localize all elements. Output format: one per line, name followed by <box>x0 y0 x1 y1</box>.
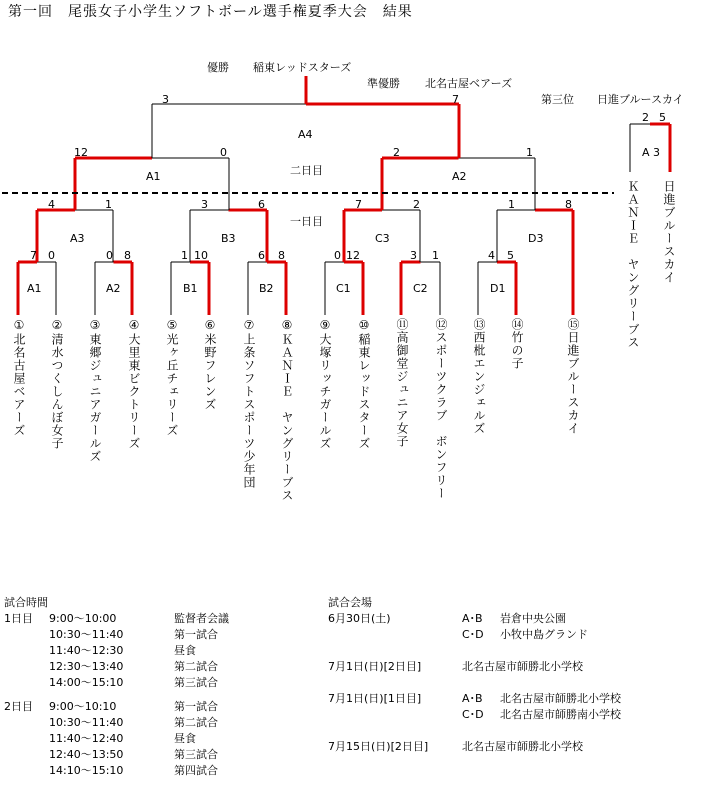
score-third-right: 5 <box>659 111 666 124</box>
team-15: ⑮日進ブルースカイ <box>566 318 580 435</box>
third-place-team-left: ＫＡＮＩＥ ヤングリーブス <box>626 180 640 349</box>
score-semi-a1-right: 0 <box>220 146 227 159</box>
day-label: 2日目 <box>4 700 33 713</box>
venue-place: 北名古屋市師勝北小学校 <box>500 692 621 705</box>
runner-up-name: 北名古屋ベアーズ <box>425 77 513 90</box>
schedule-time: 12:30～13:40 <box>49 660 124 673</box>
score-semi-a2-right: 1 <box>526 146 533 159</box>
schedule-time: 14:10～15:10 <box>49 764 124 777</box>
score-b1-left: 1 <box>181 249 188 262</box>
team-14: ⑭竹の子 <box>510 318 524 370</box>
score-semi-a2-left: 2 <box>393 146 400 159</box>
schedule-event: 監督者会議 <box>174 612 229 625</box>
game-label-final-a4: A4 <box>298 128 313 141</box>
score-a2-left: 0 <box>106 249 113 262</box>
schedule-event: 昼食 <box>174 732 196 745</box>
schedule-time: 10:30～11:40 <box>49 628 124 641</box>
venue-place: 北名古屋市師勝北小学校 <box>462 660 583 673</box>
venue-place: 小牧中島グランド <box>500 628 588 641</box>
venue-courts: A･B <box>462 612 483 625</box>
venue-courts: C･D <box>462 628 484 641</box>
schedule-event: 第一試合 <box>174 700 218 713</box>
score-c2-right: 1 <box>432 249 439 262</box>
schedule-event: 第二試合 <box>174 716 218 729</box>
score-c1-right: 12 <box>346 249 360 262</box>
day-two-label: 二日目 <box>290 164 323 177</box>
venue-date: 7月1日(日)[1日目] <box>328 692 422 705</box>
venue-courts: C･D <box>462 708 484 721</box>
team-12: ⑫スポーツクラブ ボンフリー <box>434 318 448 500</box>
score-d3-left: 1 <box>508 198 515 211</box>
game-label-c3: C3 <box>375 232 390 245</box>
game-label-b1: B1 <box>183 282 198 295</box>
game-label-a2: A2 <box>106 282 121 295</box>
schedule-time: 12:40～13:50 <box>49 748 124 761</box>
schedule-event: 第四試合 <box>174 764 218 777</box>
game-label-c2: C2 <box>413 282 428 295</box>
score-d3-right: 8 <box>565 198 572 211</box>
day-one-label: 一日目 <box>290 215 323 228</box>
schedule-event: 第三試合 <box>174 676 218 689</box>
venue-place: 岩倉中央公園 <box>500 612 566 625</box>
venue-place: 北名古屋市師勝南小学校 <box>500 708 621 721</box>
schedule-time: 11:40～12:40 <box>49 732 124 745</box>
team-5: ⑤光ヶ丘チェリーズ <box>165 318 179 437</box>
schedule-section <box>4 595 274 779</box>
schedule-time: 9:00～10:00 <box>49 612 117 625</box>
game-label-b2: B2 <box>259 282 274 295</box>
score-final-right: 7 <box>452 93 459 106</box>
schedule-time: 14:00～15:10 <box>49 676 124 689</box>
score-b2-left: 6 <box>258 249 265 262</box>
venue-heading: 試合会場 <box>328 596 372 609</box>
third-place-team-right: 日進ブルースカイ <box>662 180 676 284</box>
page-title: 第一回 尾張女子小学生ソフトボール選手権夏季大会 結果 <box>8 4 413 20</box>
schedule-time: 9:00～10:10 <box>49 700 117 713</box>
score-a2-right: 8 <box>124 249 131 262</box>
venue-courts: A･B <box>462 692 483 705</box>
team-7: ⑦上条ソフトスポーツ少年団 <box>242 318 256 489</box>
game-label-a3: A3 <box>70 232 85 245</box>
schedule-event: 第一試合 <box>174 628 218 641</box>
venue-date: 7月1日(日)[2日目] <box>328 660 422 673</box>
score-a3-left: 4 <box>48 198 55 211</box>
score-d1-right: 5 <box>507 249 514 262</box>
schedule-event: 昼食 <box>174 644 196 657</box>
game-label-c1: C1 <box>336 282 351 295</box>
score-d1-left: 4 <box>488 249 495 262</box>
score-b3-right: 6 <box>258 198 265 211</box>
team-13: ⑬西枇エンジェルズ <box>472 318 486 435</box>
score-a1-right: 0 <box>48 249 55 262</box>
venue-date: 7月15日(日)[2日目] <box>328 740 429 753</box>
score-b2-right: 8 <box>278 249 285 262</box>
team-6: ⑥米野フレンズ <box>203 318 217 411</box>
game-label-d1: D1 <box>490 282 506 295</box>
team-8: ⑧ＫＡＮＩＥ ヤングリーブス <box>280 318 294 502</box>
score-c3-left: 7 <box>355 198 362 211</box>
third-place-label: 第三位 <box>541 93 574 106</box>
schedule-event: 第三試合 <box>174 748 218 761</box>
game-label-d3: D3 <box>528 232 544 245</box>
game-label-a1: A1 <box>27 282 42 295</box>
schedule-time: 10:30～11:40 <box>49 716 124 729</box>
score-b1-right: 10 <box>194 249 208 262</box>
score-c3-right: 2 <box>413 198 420 211</box>
score-c2-left: 3 <box>410 249 417 262</box>
venue-date: 6月30日(土) <box>328 612 391 625</box>
game-label-b3: B3 <box>221 232 236 245</box>
schedule-event: 第二試合 <box>174 660 218 673</box>
venue-section <box>328 595 621 755</box>
bracket-lines <box>18 76 670 315</box>
score-c1-left: 0 <box>334 249 341 262</box>
game-label-third-a3: A 3 <box>642 146 661 159</box>
day-label: 1日目 <box>4 612 33 625</box>
team-3: ③東郷ジュニアガールズ <box>88 318 102 463</box>
team-2: ②清水つくしんぼ女子 <box>50 318 64 450</box>
venue-place: 北名古屋市師勝北小学校 <box>462 740 583 753</box>
team-10: ⑩稲東レッドスターズ <box>357 318 371 450</box>
score-third-left: 2 <box>642 111 649 124</box>
score-final-left: 3 <box>162 93 169 106</box>
score-semi-a1-left: 12 <box>74 146 88 159</box>
schedule-time: 11:40～12:30 <box>49 644 124 657</box>
runner-up-label: 準優勝 <box>367 77 400 90</box>
score-a3-right: 1 <box>105 198 112 211</box>
champion-name: 稲東レッドスターズ <box>253 61 352 74</box>
score-b3-left: 3 <box>201 198 208 211</box>
schedule-heading: 試合時間 <box>4 596 48 609</box>
game-label-semi-a1: A1 <box>146 170 161 183</box>
team-1: ①北名古屋ベアーズ <box>12 318 26 437</box>
third-place-name: 日進ブルースカイ <box>597 93 684 106</box>
champion-label: 優勝 <box>207 61 229 74</box>
game-label-semi-a2: A2 <box>452 170 467 183</box>
score-a1-left: 7 <box>30 249 37 262</box>
team-4: ④大里東ビクトリーズ <box>127 318 141 450</box>
team-11: ⑪高御堂ジュニア女子 <box>395 318 409 448</box>
team-9: ⑨大塚リッチガールズ <box>318 318 332 450</box>
